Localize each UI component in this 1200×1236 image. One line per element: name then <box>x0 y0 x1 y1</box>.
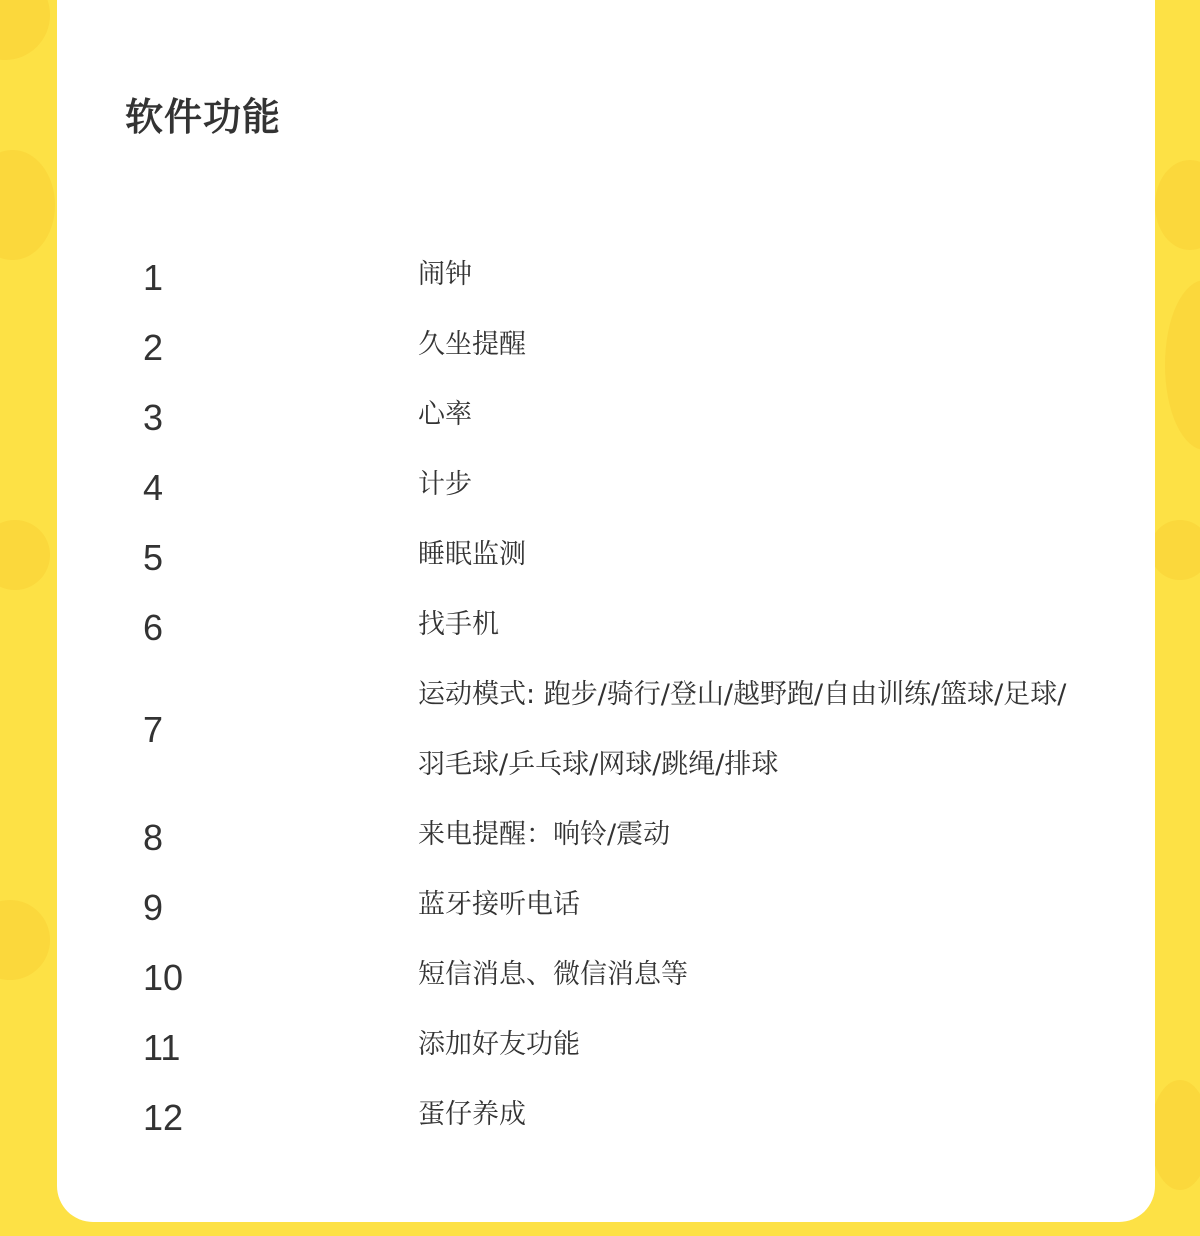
feature-row <box>143 240 1083 310</box>
feature-label: 久坐提醒 <box>418 329 526 360</box>
bg-decor-blob-left-bottom <box>0 900 50 980</box>
feature-number: 1 <box>143 257 164 298</box>
feature-number: 6 <box>143 607 164 648</box>
feature-row <box>143 380 1083 450</box>
bg-decor-blob-right-bottom <box>1150 1080 1200 1190</box>
feature-row <box>143 450 1083 520</box>
feature-row <box>143 1010 1083 1080</box>
feature-row <box>143 870 1083 940</box>
bg-decor-blob-left-low <box>0 520 50 590</box>
bg-decor-blob-right-mid <box>1165 280 1200 450</box>
feature-list <box>143 240 1083 1150</box>
feature-row <box>143 1080 1083 1150</box>
feature-row <box>143 590 1083 660</box>
feature-label: 闹钟 <box>418 259 472 290</box>
bg-decor-blob-right-low <box>1150 520 1200 580</box>
feature-number: 11 <box>143 1027 181 1068</box>
feature-label: 蓝牙接听电话 <box>418 889 580 920</box>
feature-row <box>143 660 1083 800</box>
bg-decor-blob-right-top <box>1155 160 1200 250</box>
bg-decor-blob-left-mid <box>0 150 55 260</box>
feature-label: 睡眠监测 <box>418 539 526 570</box>
feature-label: 计步 <box>418 469 472 500</box>
feature-number: 9 <box>143 887 164 928</box>
feature-label: 运动模式: 跑步/骑行/登山/越野跑/自由训练/篮球/足球/羽毛球/乒乓球/网球/跳绳/排球 <box>418 679 1067 780</box>
feature-number: 3 <box>143 397 164 438</box>
feature-number: 8 <box>143 817 164 858</box>
feature-card <box>57 0 1155 1222</box>
bg-decor-blob-left-top <box>0 0 50 60</box>
feature-label: 蛋仔养成 <box>418 1099 526 1130</box>
feature-row <box>143 310 1083 380</box>
feature-label: 找手机 <box>418 609 499 640</box>
feature-number: 10 <box>143 957 184 998</box>
feature-number: 7 <box>143 709 164 750</box>
feature-label: 添加好友功能 <box>418 1029 580 1060</box>
feature-number: 2 <box>143 327 164 368</box>
feature-row <box>143 800 1083 870</box>
feature-row <box>143 940 1083 1010</box>
feature-number: 12 <box>143 1097 184 1138</box>
feature-number: 5 <box>143 537 164 578</box>
feature-number: 4 <box>143 467 164 508</box>
feature-label: 来电提醒：响铃/震动 <box>418 819 671 850</box>
feature-label: 心率 <box>418 399 472 430</box>
page-title: 软件功能 <box>125 95 282 139</box>
feature-label: 短信消息、微信消息等 <box>418 959 688 990</box>
feature-row <box>143 520 1083 590</box>
